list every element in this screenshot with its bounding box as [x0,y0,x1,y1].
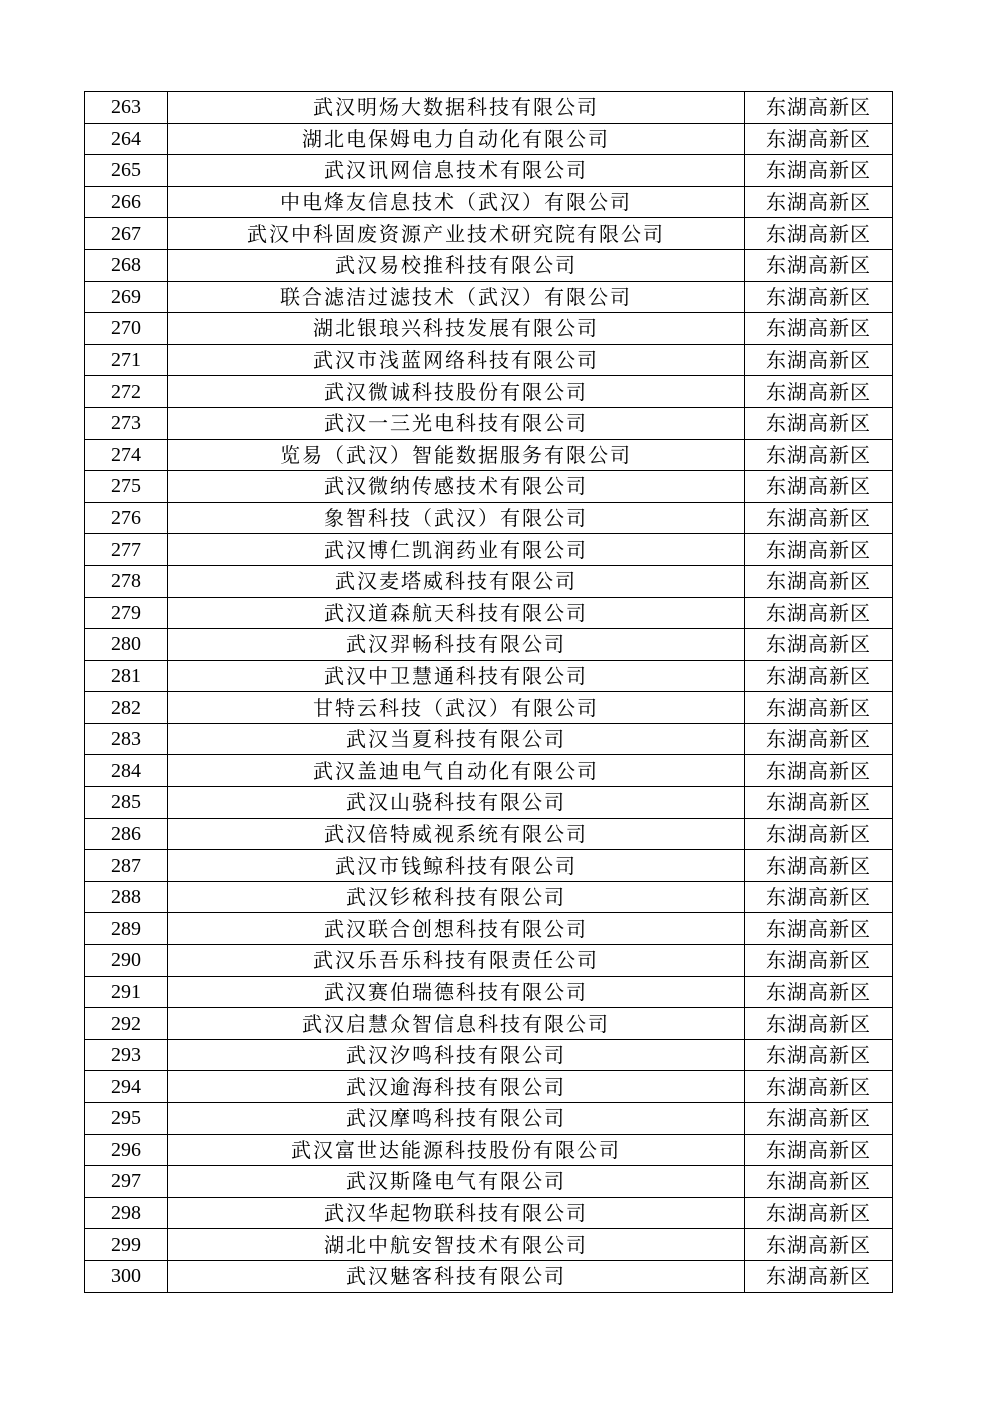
table-row [85,471,893,503]
company-name: 武汉市浅蓝网络科技有限公司 [168,344,745,376]
row-number: 288 [85,881,168,913]
table-row [85,976,893,1008]
company-name: 武汉市钱鲸科技有限公司 [168,850,745,882]
row-number: 286 [85,818,168,850]
district-name: 东湖高新区 [745,439,893,471]
row-number: 273 [85,407,168,439]
district-name: 东湖高新区 [745,534,893,566]
district-name: 东湖高新区 [745,818,893,850]
row-number: 283 [85,723,168,755]
company-name: 武汉微诚科技股份有限公司 [168,376,745,408]
company-name: 武汉中科固废资源产业技术研究院有限公司 [168,218,745,250]
row-number: 292 [85,1008,168,1040]
table-row [85,249,893,281]
table-row [85,692,893,724]
table-row [85,502,893,534]
table-row [85,597,893,629]
table-row [85,660,893,692]
district-name: 东湖高新区 [745,1039,893,1071]
row-number: 263 [85,92,168,124]
row-number: 290 [85,945,168,977]
company-name: 武汉讯网信息技术有限公司 [168,155,745,187]
company-name: 武汉钐秾科技有限公司 [168,881,745,913]
company-name: 武汉摩鸣科技有限公司 [168,1103,745,1135]
district-name: 东湖高新区 [745,186,893,218]
row-number: 266 [85,186,168,218]
district-name: 东湖高新区 [745,313,893,345]
row-number: 274 [85,439,168,471]
row-number: 265 [85,155,168,187]
row-number: 285 [85,787,168,819]
district-name: 东湖高新区 [745,787,893,819]
row-number: 291 [85,976,168,1008]
table-row [85,92,893,124]
table-row [85,407,893,439]
company-name: 武汉麦塔威科技有限公司 [168,565,745,597]
company-name: 览易（武汉）智能数据服务有限公司 [168,439,745,471]
company-name: 武汉启慧众智信息科技有限公司 [168,1008,745,1040]
company-list-table [84,91,893,1293]
district-name: 东湖高新区 [745,376,893,408]
table-row [85,787,893,819]
table-row [85,186,893,218]
table-row [85,1134,893,1166]
row-number: 276 [85,502,168,534]
row-number: 297 [85,1166,168,1198]
district-name: 东湖高新区 [745,660,893,692]
company-name: 武汉当夏科技有限公司 [168,723,745,755]
table-row [85,818,893,850]
district-name: 东湖高新区 [745,1166,893,1198]
table-row [85,313,893,345]
row-number: 278 [85,565,168,597]
table-row [85,281,893,313]
company-name: 武汉乐吾乐科技有限责任公司 [168,945,745,977]
district-name: 东湖高新区 [745,471,893,503]
row-number: 295 [85,1103,168,1135]
table-row [85,913,893,945]
row-number: 281 [85,660,168,692]
company-name: 武汉博仁凯润药业有限公司 [168,534,745,566]
district-name: 东湖高新区 [745,249,893,281]
district-name: 东湖高新区 [745,597,893,629]
table-row [85,376,893,408]
table-row [85,755,893,787]
company-name: 武汉道森航天科技有限公司 [168,597,745,629]
district-name: 东湖高新区 [745,850,893,882]
company-name: 武汉山骁科技有限公司 [168,787,745,819]
table-row [85,1260,893,1292]
company-name: 湖北电保姆电力自动化有限公司 [168,123,745,155]
row-number: 299 [85,1229,168,1261]
table-row [85,1071,893,1103]
table-row [85,534,893,566]
table-row [85,344,893,376]
district-name: 东湖高新区 [745,1260,893,1292]
table-row [85,155,893,187]
row-number: 293 [85,1039,168,1071]
district-name: 东湖高新区 [745,1197,893,1229]
company-name: 武汉明炀大数据科技有限公司 [168,92,745,124]
row-number: 279 [85,597,168,629]
table-row [85,218,893,250]
company-name: 武汉易校推科技有限公司 [168,249,745,281]
table-row [85,881,893,913]
district-name: 东湖高新区 [745,1134,893,1166]
table-row [85,850,893,882]
row-number: 275 [85,471,168,503]
district-name: 东湖高新区 [745,155,893,187]
company-name: 武汉盖迪电气自动化有限公司 [168,755,745,787]
row-number: 298 [85,1197,168,1229]
company-name: 武汉倍特威视系统有限公司 [168,818,745,850]
district-name: 东湖高新区 [745,502,893,534]
district-name: 东湖高新区 [745,1103,893,1135]
district-name: 东湖高新区 [745,123,893,155]
table-row [85,1229,893,1261]
row-number: 280 [85,629,168,661]
district-name: 东湖高新区 [745,755,893,787]
company-name: 武汉富世达能源科技股份有限公司 [168,1134,745,1166]
row-number: 270 [85,313,168,345]
row-number: 284 [85,755,168,787]
row-number: 282 [85,692,168,724]
table-row [85,945,893,977]
company-name: 联合滤洁过滤技术（武汉）有限公司 [168,281,745,313]
company-name: 武汉一三光电科技有限公司 [168,407,745,439]
district-name: 东湖高新区 [745,913,893,945]
district-name: 东湖高新区 [745,407,893,439]
company-name: 武汉魅客科技有限公司 [168,1260,745,1292]
district-name: 东湖高新区 [745,945,893,977]
row-number: 264 [85,123,168,155]
district-name: 东湖高新区 [745,723,893,755]
company-name: 武汉联合创想科技有限公司 [168,913,745,945]
row-number: 300 [85,1260,168,1292]
table-row [85,629,893,661]
company-name: 武汉羿畅科技有限公司 [168,629,745,661]
district-name: 东湖高新区 [745,344,893,376]
row-number: 296 [85,1134,168,1166]
company-name: 武汉汐鸣科技有限公司 [168,1039,745,1071]
district-name: 东湖高新区 [745,976,893,1008]
row-number: 294 [85,1071,168,1103]
district-name: 东湖高新区 [745,881,893,913]
table-row [85,439,893,471]
company-name: 武汉微纳传感技术有限公司 [168,471,745,503]
table-row [85,565,893,597]
company-name: 武汉赛伯瑞德科技有限公司 [168,976,745,1008]
table-row [85,1166,893,1198]
company-name: 武汉中卫慧通科技有限公司 [168,660,745,692]
company-name: 武汉斯隆电气有限公司 [168,1166,745,1198]
company-name: 中电烽友信息技术（武汉）有限公司 [168,186,745,218]
district-name: 东湖高新区 [745,1008,893,1040]
row-number: 269 [85,281,168,313]
row-number: 272 [85,376,168,408]
row-number: 277 [85,534,168,566]
company-name: 湖北中航安智技术有限公司 [168,1229,745,1261]
company-name: 武汉逾海科技有限公司 [168,1071,745,1103]
row-number: 268 [85,249,168,281]
row-number: 287 [85,850,168,882]
company-list-body [85,92,893,1293]
table-row [85,1039,893,1071]
company-name: 象智科技（武汉）有限公司 [168,502,745,534]
row-number: 289 [85,913,168,945]
table-row [85,1197,893,1229]
table-row [85,123,893,155]
company-name: 武汉华起物联科技有限公司 [168,1197,745,1229]
row-number: 271 [85,344,168,376]
table-row [85,1103,893,1135]
district-name: 东湖高新区 [745,629,893,661]
district-name: 东湖高新区 [745,1071,893,1103]
table-row [85,1008,893,1040]
district-name: 东湖高新区 [745,692,893,724]
district-name: 东湖高新区 [745,218,893,250]
company-name: 湖北银琅兴科技发展有限公司 [168,313,745,345]
district-name: 东湖高新区 [745,1229,893,1261]
company-name: 甘特云科技（武汉）有限公司 [168,692,745,724]
district-name: 东湖高新区 [745,565,893,597]
district-name: 东湖高新区 [745,281,893,313]
row-number: 267 [85,218,168,250]
table-row [85,723,893,755]
district-name: 东湖高新区 [745,92,893,124]
